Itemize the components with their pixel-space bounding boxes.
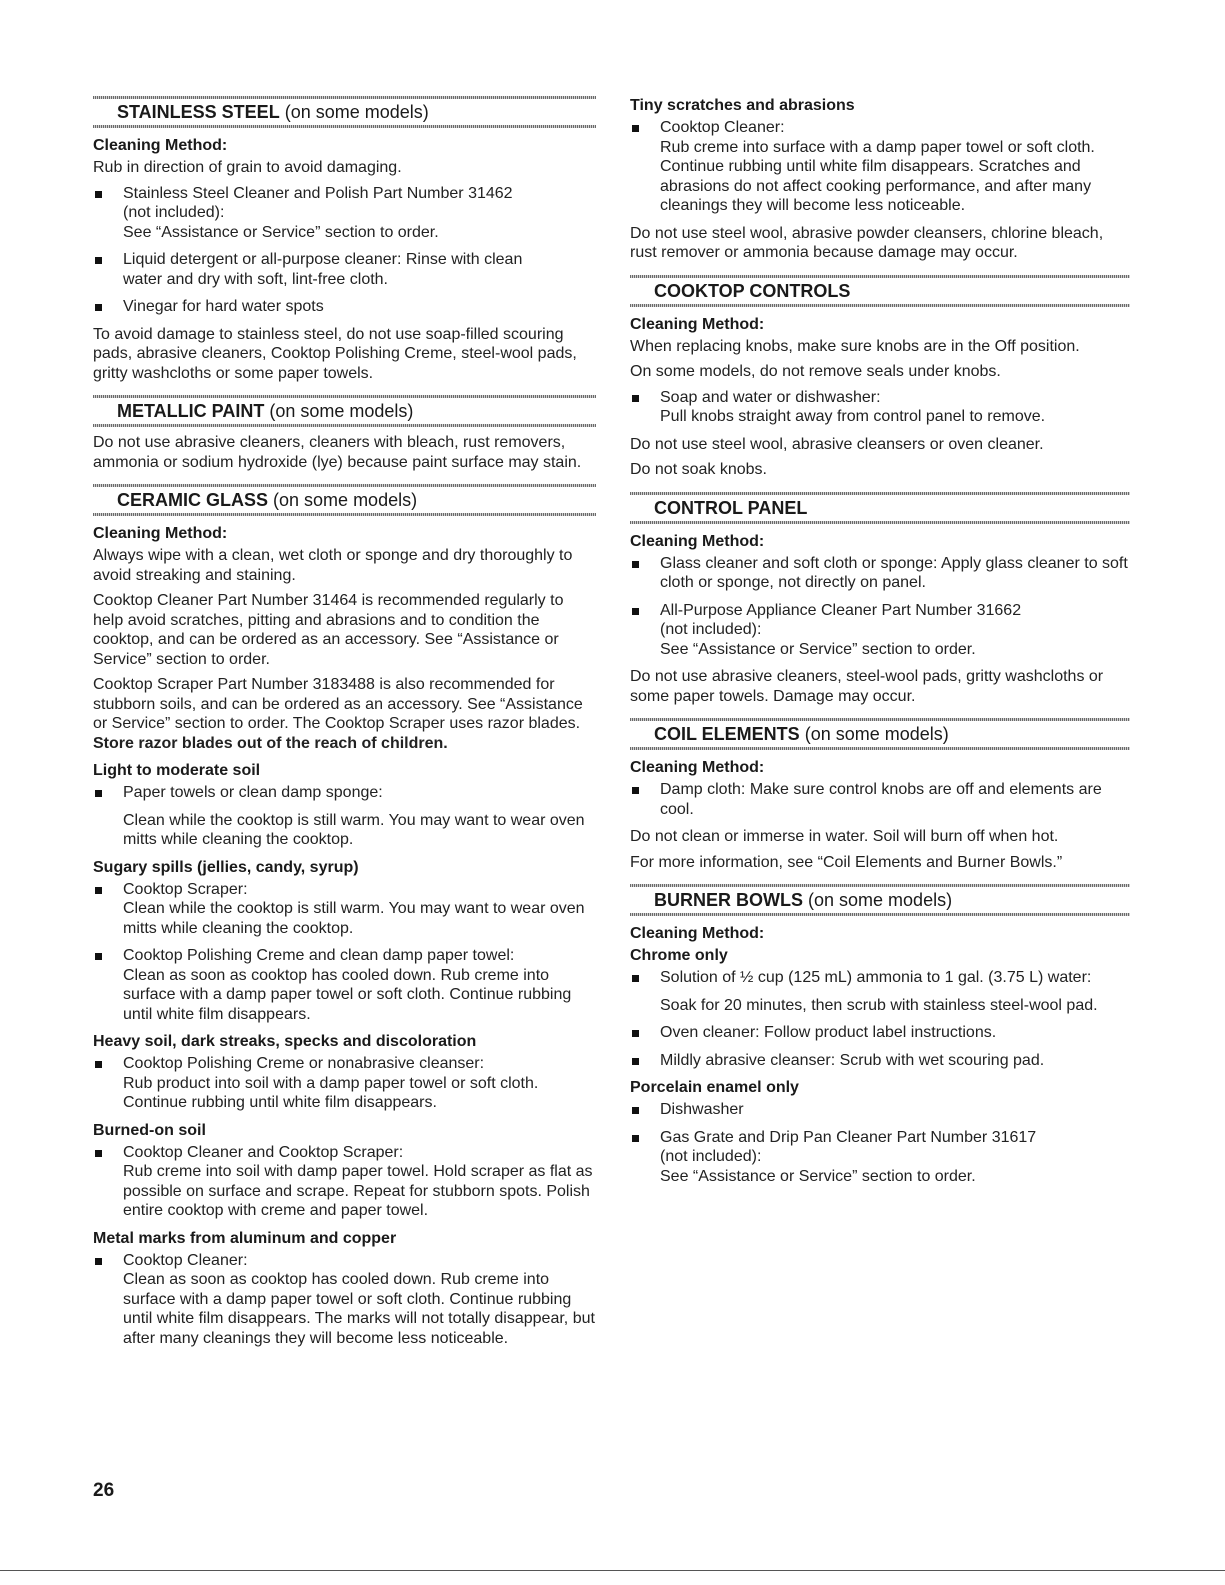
tiny-warning: Do not use steel wool, abrasive powder cleansers, chlorine bleach, rust remover or ammonia because damage may occur. — [630, 224, 1104, 261]
subheading-burned-on-soil: Burned-on soil — [93, 1121, 206, 1139]
list-item: Solution of ½ cup (125 mL) ammonia to 1 gal. (3.75 L) water: Soak for 20 minutes, then scrub with stainless steel-wool pad. — [630, 968, 1130, 1015]
list-item: Cooktop Cleaner: Clean as soon as cooktop has cooled down. Rub creme into surface with a damp paper towel or soft cloth. Continue rubbing until white film disappears. The marks will not totally disappear, but after many cleanings they will become less noticeable. — [93, 1251, 596, 1349]
cleaning-method-heading: Cleaning Method: — [93, 137, 228, 154]
list-item: Stainless Steel Cleaner and Polish Part Number 31462 (not included): See “Assistance or Service” section to order. — [93, 184, 596, 243]
page-number: 26 — [93, 1480, 115, 1501]
section-divider — [630, 913, 1130, 916]
section-title-ceramic-glass: CERAMIC GLASS (on some models) — [117, 490, 418, 510]
controls-paragraph: On some models, do not remove seals under knobs. — [630, 363, 1001, 380]
list-item: Damp cloth: Make sure control knobs are off and elements are cool. — [630, 780, 1130, 819]
stainless-intro: Rub in direction of grain to avoid damaging. — [93, 159, 402, 176]
subheading-chrome-only: Chrome only — [630, 947, 728, 964]
ceramic-paragraph: Always wipe with a clean, wet cloth or sponge and dry thoroughly to avoid streaking and staining. — [93, 547, 573, 584]
list-item: Oven cleaner: Follow product label instructions. — [630, 1023, 1130, 1043]
subheading-sugary-spills: Sugary spills (jellies, candy, syrup) — [93, 858, 359, 876]
cleaning-method-heading: Cleaning Method: — [630, 759, 765, 776]
subheading-light-soil: Light to moderate soil — [93, 762, 261, 779]
list-item: Glass cleaner and soft cloth or sponge: Apply glass cleaner to soft cloth or sponge, not directly on panel. — [630, 554, 1130, 593]
cleaning-method-heading: Cleaning Method: — [630, 925, 765, 942]
section-title-metallic-paint: METALLIC PAINT (on some models) — [117, 401, 414, 421]
bullet-square-icon — [632, 1135, 639, 1142]
ceramic-paragraph: Cooktop Cleaner Part Number 31464 is recommended regularly to help avoid scratches, pitting and abrasions and to condition the cooktop, and can be ordered as an accessory. See “Assistance or Service” section to order. — [93, 592, 564, 668]
list-item: Paper towels or clean damp sponge: Clean while the cooktop is still warm. You may want to wear oven mitts while cleaning the cooktop. — [93, 783, 596, 850]
list-item: Cooktop Polishing Creme and clean damp paper towel: Clean as soon as cooktop has cooled down. Rub creme into surface with a damp paper towel or soft cloth. Continue rubbing until white film disappears. — [93, 946, 596, 1024]
bullet-square-icon — [632, 608, 639, 615]
section-title-burner-bowls: BURNER BOWLS (on some models) — [654, 890, 953, 910]
controls-paragraph: Do not soak knobs. — [630, 461, 767, 478]
bottom-rule — [0, 1570, 1225, 1571]
bullet-square-icon — [95, 257, 102, 264]
subheading-metal-marks: Metal marks from aluminum and copper — [93, 1229, 397, 1247]
bullet-square-icon — [632, 1030, 639, 1037]
list-item: Mildly abrasive cleanser: Scrub with wet scouring pad. — [630, 1051, 1130, 1071]
coil-paragraph: For more information, see “Coil Elements and Burner Bowls.” — [630, 853, 1063, 871]
section-divider — [630, 747, 1130, 750]
right-column — [630, 96, 1130, 1194]
stainless-warning: To avoid damage to stainless steel, do not use soap-filled scouring pads, abrasive cleaners, Cooktop Polishing Creme, steel-wool pads, gritty washcloths or some paper towels. — [93, 325, 577, 382]
section-title-control-panel: CONTROL PANEL — [654, 497, 808, 518]
controls-paragraph: Do not use steel wool, abrasive cleansers or oven cleaner. — [630, 435, 1044, 453]
list-item: Vinegar for hard water spots — [93, 297, 596, 317]
list-item: Dishwasher — [630, 1100, 1130, 1120]
stainless-bullets — [93, 184, 596, 317]
bullet-square-icon — [95, 1150, 102, 1157]
section-title-coil-elements: COIL ELEMENTS (on some models) — [654, 724, 949, 744]
list-item: Gas Grate and Drip Pan Cleaner Part Number 31617 (not included): See “Assistance or Service” section to order. — [630, 1128, 1130, 1187]
bullet-square-icon — [95, 304, 102, 311]
cleaning-method-heading: Cleaning Method: — [630, 315, 765, 333]
controls-paragraph: When replacing knobs, make sure knobs are in the Off position. — [630, 337, 1080, 355]
bullet-square-icon — [632, 1107, 639, 1114]
bullet-square-icon — [95, 953, 102, 960]
ceramic-paragraph: Cooktop Scraper Part Number 3183488 is also recommended for stubborn soils, and can be ordered as an accessory. See “Assistance or Service” section to order. The Cooktop Scraper uses razor blades. Store razor blades out of the reach of children. — [93, 676, 583, 752]
bullet-square-icon — [95, 790, 102, 797]
bullet-square-icon — [95, 1061, 102, 1068]
cleaning-method-heading: Cleaning Method: — [93, 525, 228, 542]
list-item: All-Purpose Appliance Cleaner Part Number 31662 (not included): See “Assistance or Service” section to order. — [630, 601, 1130, 660]
list-item: Liquid detergent or all-purpose cleaner: Rinse with clean water and dry with soft, lint-free cloth. — [93, 250, 596, 289]
section-divider — [630, 304, 1130, 307]
bullet-square-icon — [632, 975, 639, 982]
bullet-square-icon — [95, 191, 102, 198]
section-title-stainless-steel: STAINLESS STEEL (on some models) — [117, 102, 429, 122]
bullet-square-icon — [632, 561, 639, 568]
bullet-square-icon — [632, 395, 639, 402]
list-item: Cooktop Cleaner: Rub creme into surface with a damp paper towel or soft cloth. Continue rubbing until white film disappears. Scratches and abrasions do not affect cooking performance, and after many cleanings they will become less noticeable. — [630, 118, 1130, 216]
left-column — [93, 96, 596, 1356]
subheading-porcelain-enamel: Porcelain enamel only — [630, 1079, 799, 1096]
bullet-square-icon — [95, 887, 102, 894]
list-item: Cooktop Polishing Creme or nonabrasive cleanser: Rub product into soil with a damp paper towel or soft cloth. Continue rubbing until white film disappears. — [93, 1054, 596, 1113]
metallic-text: Do not use abrasive cleaners, cleaners with bleach, rust removers, ammonia or sodium hydroxide (lye) because paint surface may stain. — [93, 434, 582, 471]
subheading-tiny-scratches: Tiny scratches and abrasions — [630, 97, 855, 114]
bullet-square-icon — [632, 787, 639, 794]
list-item: Soap and water or dishwasher: Pull knobs straight away from control panel to remove. — [630, 388, 1130, 427]
cleaning-method-heading: Cleaning Method: — [630, 532, 765, 550]
coil-paragraph: Do not clean or immerse in water. Soil will burn off when hot. — [630, 828, 1059, 845]
bullet-square-icon — [632, 125, 639, 132]
bullet-square-icon — [632, 1058, 639, 1065]
section-divider — [93, 125, 596, 128]
section-divider — [630, 521, 1130, 524]
list-item: Cooktop Cleaner and Cooktop Scraper: Rub creme into soil with damp paper towel. Hold scraper as flat as possible on surface and scrape. Repeat for stubborn spots. Polish entire cooktop with creme and paper towel. — [93, 1143, 596, 1221]
list-item: Cooktop Scraper: Clean while the cooktop is still warm. You may want to wear oven mitts while cleaning the cooktop. — [93, 880, 596, 939]
subheading-heavy-soil: Heavy soil, dark streaks, specks and discoloration — [93, 1033, 477, 1050]
section-title-cooktop-controls: COOKTOP CONTROLS — [654, 280, 851, 301]
panel-warning: Do not use abrasive cleaners, steel-wool pads, gritty washcloths or some paper towels. Damage may occur. — [630, 668, 1104, 705]
section-divider — [93, 513, 596, 516]
bullet-square-icon — [95, 1258, 102, 1265]
